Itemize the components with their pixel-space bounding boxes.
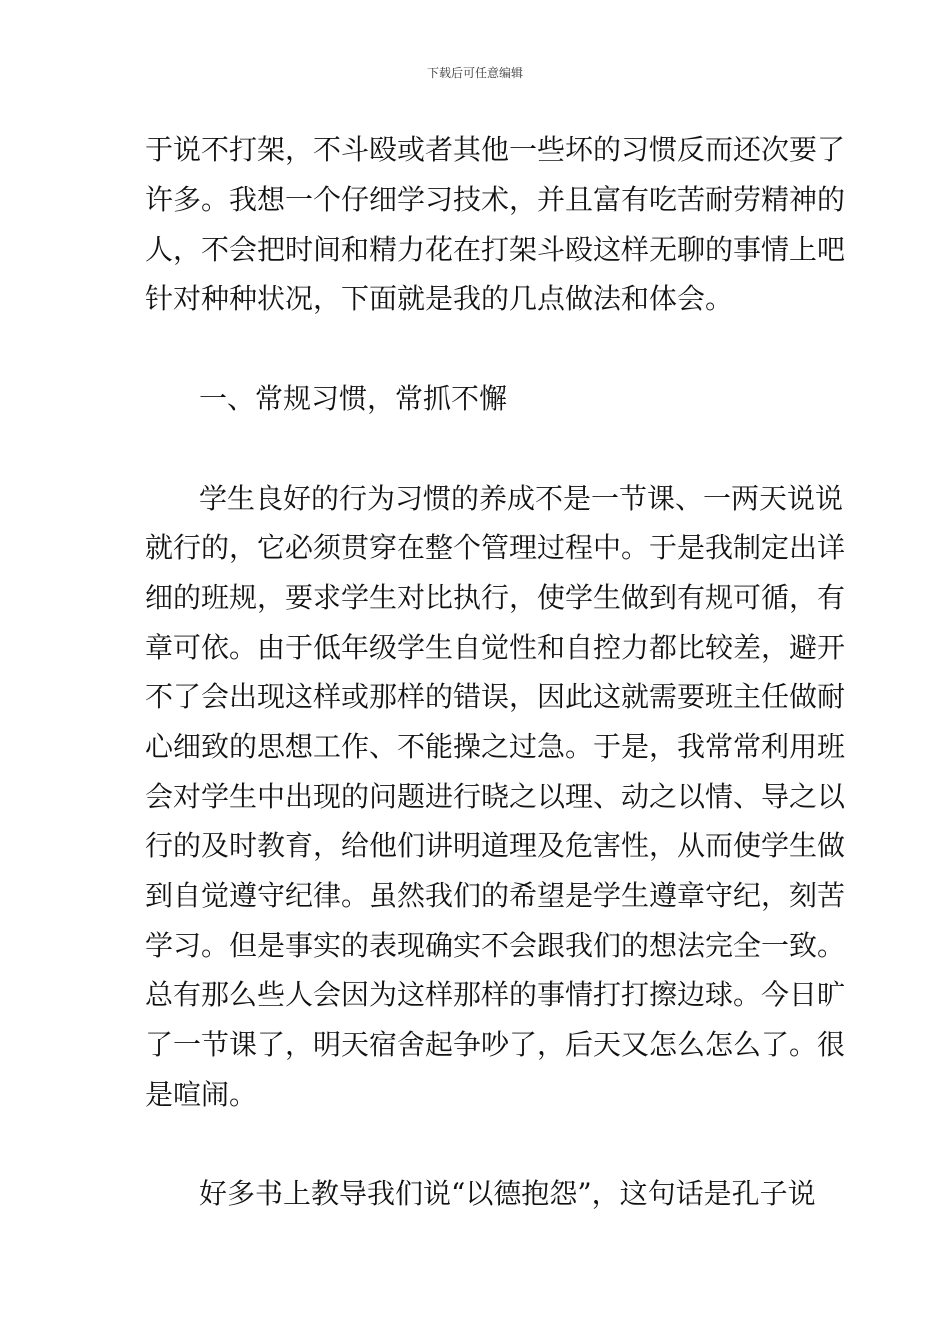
page-header: 下载后可任意编辑 [426,66,523,80]
text-line: 学习。但是事实的表现确实不会跟我们的想法完全一致。 [145,929,846,962]
text-line: 于说不打架，不斗殴或者其他一些坏的习惯反而还次要了 [145,133,846,166]
section-heading: 一、常规习惯，常抓不懈 [199,382,508,415]
text-line: 到自觉遵守纪律。虽然我们的希望是学生遵章守纪，刻苦 [145,879,846,912]
text-line: 针对种种状况，下面就是我的几点做法和体会。 [145,282,734,315]
text-line: 章可依。由于低年级学生自觉性和自控力都比较差，避开 [145,631,846,664]
text-line: 行的及时教育，给他们讲明道理及危害性，从而使学生做 [145,829,846,862]
text-line: 学生良好的行为习惯的养成不是一节课、一两天说说 [199,482,844,515]
text-line: 许多。我想一个仔细学习技术，并且富有吃苦耐劳精神的 [145,183,846,216]
text-line: 就行的，它必须贯穿在整个管理过程中。于是我制定出详 [145,531,846,564]
text-line: 不了会出现这样或那样的错误，因此这就需要班主任做耐 [145,680,846,713]
text-line: 是喧闹。 [145,1078,258,1111]
text-line: 总有那么些人会因为这样那样的事情打打擦边球。今日旷 [145,978,846,1011]
text-line: 好多书上教导我们说“以德抱怨”，这句话是孔子说 [199,1177,816,1210]
text-line: 人，不会把时间和精力花在打架斗殴这样无聊的事情上吧 [145,233,846,266]
text-line: 会对学生中出现的问题进行晓之以理、动之以情、导之以 [145,780,846,813]
text-line: 细的班规，要求学生对比执行，使学生做到有规可循，有 [145,581,846,614]
text-line: 了一节课了，明天宿舍起争吵了，后天又怎么怎么了。很 [145,1028,846,1061]
text-line: 心细致的思想工作、不能操之过急。于是，我常常利用班 [145,730,846,763]
